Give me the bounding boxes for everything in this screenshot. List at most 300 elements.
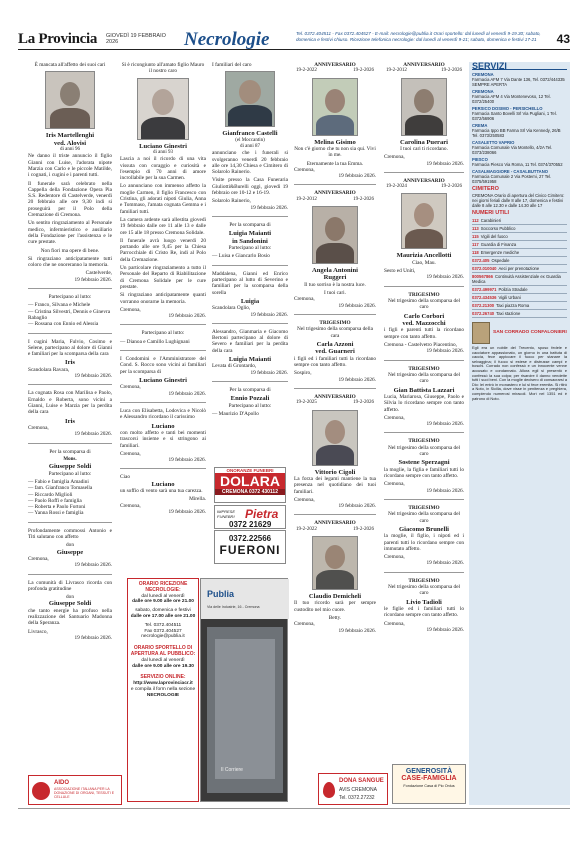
participation-header: Partecipano al lutto: <box>48 470 92 477</box>
deceased-name: Iris Martellenghi <box>45 132 95 140</box>
intro-text: Si è ricongiunto all'amato figlio Mauro il nostro caro <box>121 62 205 75</box>
obituary-text: Per la scomparsa di <box>229 221 271 228</box>
place: Cremona, <box>28 425 49 432</box>
date: 19 febbraio 2026. <box>338 503 376 510</box>
phone-entry <box>472 249 567 257</box>
trigesimo-label: TRIGESIMO <box>408 577 440 584</box>
box-text: e compila il form nella sezione <box>130 686 196 692</box>
pharmacy-entry <box>472 89 567 104</box>
deceased-name-2: ved. Alovisi <box>53 139 87 147</box>
deceased-name: Luigia <box>240 297 260 305</box>
obituary-text: La cognata Rosa con Marilisa e Paolo, Ernaldo e Roberta, sono vicini a Gianni, Luise e Marzia per la perdita della cara <box>28 390 112 416</box>
phone-entry <box>472 217 567 225</box>
memorial-text: la moglie, il figlio, i nipoti ed i parenti tutti lo ricordano sempre con immutato affetto. <box>384 533 464 552</box>
memorial-text: la moglie, la figlia e familiari tutti lo ricordano sempre con tanto affetto. <box>384 466 464 480</box>
place: Cremona, <box>120 450 141 457</box>
deceased-name: Luigia Maianti <box>228 356 272 364</box>
signature: Betty. <box>328 615 342 622</box>
phone-number: 0372.21300 <box>472 303 495 308</box>
place: Cremona, <box>28 555 49 562</box>
useful-numbers-heading: NUMERI UTILI <box>472 210 509 216</box>
saint-of-the-day <box>472 322 567 401</box>
date: 19 febbraio 2026. <box>250 204 288 211</box>
place: Castelverde, <box>85 270 112 277</box>
phone-number: 0372.010040 <box>472 266 497 271</box>
deceased-name: Claudio Demicheli <box>308 593 362 601</box>
box-heading: ORARIO SPORTELLO DI APERTURA AL PUBBLICO: <box>130 645 196 657</box>
deceased-name: Giacomo Brunelli <box>398 525 449 533</box>
date: 19 febbraio 2026. <box>74 276 112 283</box>
place: Cremona, <box>120 306 141 313</box>
phone-number: 800567866 <box>472 274 493 279</box>
anniversary-label: ANNIVERSARIO <box>403 62 445 68</box>
box-text: dal lunedì al venerdì <box>141 657 185 663</box>
box-fax: Fax 0372.404527 <box>144 628 182 634</box>
participant: — Roberta e Paolo Fortoni <box>28 504 86 511</box>
age: di anni 96 <box>60 147 80 153</box>
place: Scandolara Ravara, <box>28 366 70 373</box>
anniversary-label: ANNIVERSARIO <box>403 177 445 184</box>
date-from: 19-2-2025 <box>296 400 317 406</box>
portrait-photo <box>312 536 358 590</box>
ad-brand: AVIS CREMONA <box>339 787 377 793</box>
phone-number: 118 <box>472 250 479 255</box>
pharmacy-entry <box>472 157 567 167</box>
place: Cremona, <box>120 384 141 391</box>
obituary-text: Maddalena, Gianni ed Enrico partecipano al lutto di Severino e familiari per la scomparsa della sorella <box>212 270 288 296</box>
ad-avis <box>318 773 388 805</box>
portrait-photo <box>225 71 275 127</box>
obituary-text: La comunità di Livrasco ricorda con profonda gratitudine <box>28 579 112 592</box>
newspaper-logo: La Provincia <box>18 31 98 47</box>
saint-text: Egli era un nobile del Trecento, sposo fedele e cacciatore appassionato, un giorno in una battuta di caccia, fece appiccare il fuoco per stanare la selvaggina; il fuoco si estese e distrusse campi e boschi. Corrado non confessò e un innocente venne accusato e condannato. Allora egli si presentò e confessò la sua colpa; per risarcire il danno vendette tutti i suoi beni. Con la moglie decisero di consacrarsi a Dio: lei entrò in monastero e lui si fece eremita. Si ritirò a Noto, in Sicilia, dove visse in penitenza e preghiera, compiendo numerosi miracoli. Morì nel 1351 ed è patrono di Noto. <box>472 345 567 401</box>
obituary-text: I Condomini e l'Amministratore del Cond. S. Rocco sono vicini ai familiari per la scomparsa di <box>120 356 206 375</box>
obituary-text: Si ringraziano anticipatamente tutti coloro che ne onoreranno la memoria. <box>28 255 112 269</box>
date-to: 19-2-2026 <box>353 196 374 202</box>
box-text: NECROLOGIE <box>146 692 180 698</box>
ad-case-famiglia <box>392 764 466 804</box>
page-number: 43 <box>556 32 570 46</box>
obituary-text: Il funerale avrà luogo venerdì 20 portando alle ore 9,45 per la Chiesa Parrocchiale di Cristo Re, indi al Polo della Cremazione. <box>120 237 206 263</box>
deceased-name-2: in Sandonini <box>232 237 268 245</box>
portrait-photo <box>401 193 447 249</box>
title: don <box>66 594 74 601</box>
ad-phone: Tel. 0372.27232 <box>339 795 375 801</box>
phone-entry <box>472 294 567 302</box>
memorial-text: Nel trigesimo della scomparsa della cara <box>297 326 373 339</box>
deceased-name: Sostene Sperzagni <box>398 459 450 467</box>
phone-number: 0372.405 <box>472 258 490 263</box>
date-to: 19-2-2026 <box>353 400 374 406</box>
deceased-name: Iris <box>65 359 75 367</box>
deceased-name: Luciano Ginestri <box>139 142 187 150</box>
portrait-photo <box>312 206 358 264</box>
memorial-text: Nel trigesimo della scomparsa del caro <box>387 298 461 311</box>
phone-entry <box>472 273 567 286</box>
ad-heading: ONORANZE FUNEBRI <box>215 468 285 473</box>
portrait-photo <box>137 78 189 140</box>
column-2 <box>120 62 206 515</box>
section-title: Necrologie <box>184 29 270 50</box>
nickname: (el Moccantin) <box>235 137 265 143</box>
date: 19 febbraio 2026. <box>426 487 464 494</box>
date-from: 19-2-2012 <box>296 196 317 202</box>
trigesimo-label: TRIGESIMO <box>319 320 351 327</box>
phone-label: Soccorso Pubblico <box>480 226 516 231</box>
portrait-photo <box>45 71 95 129</box>
box-text: dalle ore 9.00 alle ore 19.30 <box>132 663 194 669</box>
participant: — fam. Gianfranco Tomasella <box>28 485 93 492</box>
date: 19 febbraio 2026. <box>426 160 464 167</box>
ad-pietra <box>214 505 286 529</box>
signature: Eternamente la tua Emma. <box>306 160 364 167</box>
box-heading: ORARIO RICEZIONE NECROLOGIE: <box>138 581 188 593</box>
deceased-name: Angela Antonini <box>312 267 358 275</box>
deceased-name: Iris <box>65 417 75 425</box>
obituary-text: Alessandro, Gianmaria e Giacomo Bertoni partecipano al dolore di Severo e familiari per la perdita della cara <box>212 328 288 354</box>
pharmacy-town: PERSICO DOSIMO - PERSICHELLO <box>472 106 543 111</box>
pharmacy-town: CREMONA <box>472 72 494 77</box>
services-sidebar <box>469 62 570 805</box>
box-link[interactable]: http://www.laprovinciacr.it <box>133 681 193 687</box>
phone-number: 117 <box>472 242 479 247</box>
trigesimo-label: TRIGESIMO <box>408 291 440 298</box>
ad-publia <box>200 578 288 802</box>
deceased-name-2: ved. Mazzocchi <box>402 320 446 328</box>
pharmacy-info: Farmacia Comunale 2 Via Postemi, 27 Tel. 0375/591958 <box>472 174 552 184</box>
anniversary-label: ANNIVERSARIO <box>314 393 356 400</box>
ad-fueroni <box>214 530 286 564</box>
age: di anni 87 <box>240 144 260 149</box>
date: 19 febbraio 2026. <box>168 508 206 515</box>
obituary-text: La camera ardente sarà allestita giovedì 19 febbraio dalle ore 11 alle 13 e dalle ore 15 alle 18 presso Cremona Solidale. <box>120 216 206 236</box>
pharmacy-info: Farmacia Piesco Via Roma, 11 Tel. 0374/370552 <box>472 162 563 167</box>
phone-entry <box>472 233 567 241</box>
pharmacy-info: Farmacia AFM 4 Via Montenevoso, 12 Tel. 0372/25400 <box>472 94 551 104</box>
date: 19 febbraio 2026. <box>426 626 464 633</box>
participation-header: Partecipano al lutto: <box>48 294 92 301</box>
signature: Mirella. <box>189 496 206 503</box>
deceased-name: Carla Azzoni <box>316 340 354 348</box>
obituary-text: Lascia a noi il ricordo di una vita vissuta con coraggio e curiosità e l'esempio di 70 anni di amore incrollabile per la sua Carmen. <box>120 156 206 182</box>
portrait-photo <box>401 78 447 136</box>
phone-label: Continuità Assistenziale ex Guardia Medica <box>472 274 561 284</box>
ad-brand: Pietra <box>245 507 279 521</box>
intro-text: È mancata all'affetto dei suoi cari <box>34 62 106 68</box>
pharmacy-entry <box>472 106 567 121</box>
date: 19 febbraio 2026. <box>250 311 288 318</box>
place: Levata di Grontardo, <box>212 363 257 370</box>
memorial-text: Il tuo ricordo sarà per sempre custodito nel mio cuore. <box>294 600 376 613</box>
necrologie-hours-box <box>127 578 199 802</box>
date-to: 19-2-2026 <box>441 68 462 74</box>
memorial-text: Il tuo sorriso è la nostra luce. <box>304 281 366 288</box>
date-to: 19-2-2026 <box>353 526 374 532</box>
pharmacy-info: Farmacia Ippo BB Farma Srl Via Kennedy, 26/B Tel. 0373/250583 <box>472 128 561 138</box>
phone-number: 0372.499971 <box>472 287 497 292</box>
greeting: Ciao <box>120 474 131 481</box>
obituary-text: annunciano che i funerali si svolgeranno venerdì 20 febbraio alle ore 14,30 Chiesa e Cimitero di Solarolo Rainerio. <box>212 150 288 176</box>
deceased-name: Gian Battista Lazzari <box>393 386 455 394</box>
participant: — Franco, Silvana e Michele <box>28 302 91 309</box>
place: Solarolo Rainerio, <box>212 198 251 205</box>
ad-dolara <box>214 467 286 503</box>
title: Mons. <box>63 456 77 462</box>
box-text: sabato, domenica e festivi <box>135 608 191 614</box>
phone-label: Taxi stazione <box>496 311 521 316</box>
box-heading: SERVIZIO ONLINE: <box>140 674 186 681</box>
phone-number: 0372.26740 <box>472 311 495 316</box>
phone-entry <box>472 302 567 310</box>
phone-number: 112 <box>472 218 479 223</box>
obituary-text: che tanto energie ha profuso nella realizzazione del Santuario Madonna della Speranza. <box>28 607 112 627</box>
box-text: dal lunedì al venerdì <box>141 593 185 599</box>
title: don <box>66 542 74 549</box>
services-title: SERVIZI <box>472 64 567 70</box>
participant: — Cristina Silvestri, Dennis e Ginevra Rabaglio <box>28 308 111 321</box>
obituary-text: Per la scomparsa di <box>229 387 271 394</box>
memorial-text: La forza dei legami mantiene la tua presenza nel quotidiano dei tuoi familiari. <box>294 475 376 495</box>
obituary-text: Un sentito ringraziamento al Personale medico, infermieristico e ausiliario della Fondazione per l'assistenza e le cure prestate. <box>28 220 112 246</box>
ad-brand: DOLARA <box>215 473 285 489</box>
phone-number: 115 <box>472 234 479 239</box>
obituary-text: Un particolare ringraziamento a tutto il Personale del Reparto di Riabilitazione di Cremona Solidale per le cure prestate. <box>120 265 206 290</box>
contact-info: Tel. 0372.404511 - Fax 0372.404527 - E-mail: necrologie@publia.it Orari sportello: dal lunedì al venerdì 9-19.30; sabato, domenica e festivi chiuso. Ricezione telefonica necrologie: dal lunedì al venerdì 9-21; sabato, domenica e festivi 17-21 <box>296 31 541 42</box>
phone-entry <box>472 225 567 233</box>
column-1 <box>28 62 112 641</box>
saint-portrait-icon <box>472 322 490 344</box>
cemetery-hours: CREMONA Orario di apertura del Civico Cimitero: nei giorni feriali dalle 8 alle 17, domenica e festivi dalle 8 alle 12.30 e dalle 14.30 alle 17 <box>472 193 565 208</box>
ad-heading: GENEROSITÀ <box>405 768 453 775</box>
pharmacy-info: Farmacia AFM 7 Via Dante 136, Tel. 0372/444335 SEMPRE APERTA <box>472 77 565 87</box>
box-email: necrologie@publia.it <box>141 634 185 640</box>
place: Livrasco, <box>28 628 48 635</box>
participant: — Rossana con Ennio ed Alessia <box>28 321 99 328</box>
place: Cremona, <box>294 296 315 303</box>
memorial-text: Nel trigesimo della scomparsa del caro <box>387 371 461 385</box>
date-from: 19-2-2022 <box>296 526 317 532</box>
place: Cremona, <box>294 496 315 503</box>
date: 19 febbraio 2026. <box>426 421 464 428</box>
phone-label: Guardia di Finanza <box>480 242 517 247</box>
anniversary-label: ANNIVERSARIO <box>314 520 356 527</box>
date: 19 febbraio 2026. <box>338 376 376 383</box>
obituary-text: Ne danno il triste annuncio il figlio Gianni con Luise, l'adorata nipote Marzia con Carlo e le piccole Matilde, i cognati, i cugini e i parenti tutti. <box>28 153 112 179</box>
pharmacy-town: CASALETTO VAPRIO <box>472 140 515 145</box>
phone-label: Ospedale <box>491 258 510 263</box>
place: Sospiro, <box>294 370 312 377</box>
ad-text: ASSOCIAZIONE ITALIANA PER LA DONAZIONE DI ORGANI, TESSUTI E CELLULE <box>54 787 115 800</box>
date-to: 19-2-2026 <box>353 68 374 74</box>
ad-caption: Il Corriere <box>221 767 243 773</box>
ad-text: Fondazione Casa di Pio Onlus <box>403 784 455 788</box>
column-3 <box>212 62 288 417</box>
phone-label: Polizia Stradale <box>498 287 528 292</box>
portrait-photo <box>312 78 358 136</box>
column-4 <box>294 62 376 634</box>
obituary-text: un soffio di vento sarà una tua carezza. <box>120 488 203 495</box>
pharmacy-entry <box>472 140 567 155</box>
date: 19 febbraio 2026. <box>168 457 206 464</box>
ad-heading: IMPRESE FUNEBRI <box>217 509 236 519</box>
anniversary-label: ANNIVERSARIO <box>314 62 356 68</box>
date: 19 febbraio 2026. <box>74 373 112 380</box>
deceased-name: Luciano Ginestri <box>139 376 187 384</box>
deceased-name: Giuseppe Soldi <box>48 463 92 471</box>
obituary-text: Profondamente commossi Antonio e Titi salutano con affetto <box>28 527 112 540</box>
date: 19 febbraio 2026. <box>168 390 206 397</box>
deceased-name: Luciano <box>151 422 175 430</box>
issue-date: GIOVEDÌ 19 FEBBRAIO 2026 <box>106 33 166 45</box>
portrait-photo <box>312 410 358 466</box>
obituary-text: Non fiori ma opere di bene. <box>40 247 100 254</box>
phone-entry <box>472 310 567 318</box>
place: Cremona, <box>384 154 405 161</box>
phone-entry <box>472 257 567 265</box>
phone-label: Vigili Urbani <box>498 295 521 300</box>
pharmacy-town: PIESCO <box>472 157 488 162</box>
deceased-name: Ennio Pozzali <box>230 395 270 403</box>
ad-aido <box>28 775 122 805</box>
intro-text: I familiari del caro <box>212 62 252 68</box>
ad-phone: 0372.22566 <box>228 534 272 543</box>
deceased-name: Gianfranco Castelli <box>222 130 278 138</box>
deceased-name-2: Ruggeri <box>323 274 347 282</box>
date: 19 febbraio 2026. <box>338 173 376 180</box>
pharmacy-entry <box>472 169 567 184</box>
saint-name: SAN CORRADO CONFALONIERI <box>493 329 567 335</box>
obituary-text: Il funerale sarà celebrato nella Cappella della Fondazione Opera Pia S.S. Redentore di Castelverde, venerdì 20 febbraio alle ore 9,30 indi si proseguirà per il Polo della Cremazione di Cremona. <box>28 180 112 219</box>
participant: — Paolo Roffi e famiglia <box>28 497 82 504</box>
memorial-text: Nel trigesimo della scomparsa del caro <box>387 584 461 597</box>
pharmacy-town: CREMONA <box>472 89 494 94</box>
ad-brand: FUERONI <box>219 543 281 557</box>
pharmacy-info: Farmacia Santo Bovelli Srl Via Pugliani, 1 Tel. 0372/56906 <box>472 111 557 121</box>
date-to: 19-2-2026 <box>441 184 462 190</box>
participation-header: Partecipano al lutto: <box>141 330 185 337</box>
signature: Sesto ed Uniti, <box>384 268 416 275</box>
ad-brand: AIDO <box>54 780 69 786</box>
ad-phone: CREMONA 0372 430112 <box>215 489 285 495</box>
memorial-text: Lucia, Mariarosa, Giuseppe, Paolo e Silvia lo ricordano sempre con tanto affetto. <box>384 393 464 413</box>
place: Cremona, <box>384 414 405 421</box>
pharmacy-town: CREMA <box>472 123 488 128</box>
anniversary-label: ANNIVERSARIO <box>314 190 356 197</box>
bottom-rule <box>18 808 570 809</box>
ad-phone: 0372 21629 <box>229 520 272 529</box>
memorial-text: i figli e parenti tutti la ricordano sempre con tanto affetto. <box>384 327 464 340</box>
participation-header: Partecipano al lutto: <box>228 245 272 252</box>
participant: — Fabio e famiglia Amadini <box>28 478 89 485</box>
phone-label: Vigili del fuoco <box>480 234 508 239</box>
page-header <box>18 28 570 50</box>
box-text: dalle ore 9.00 alle ore 21.00 <box>132 599 194 605</box>
deceased-name: Giuseppe <box>56 548 84 556</box>
deceased-name: Melina Gisimo <box>314 138 356 146</box>
date: 19 febbraio 2026. <box>74 431 112 438</box>
participant: — Dianoa e Camillo Lughignani <box>120 338 190 345</box>
box-text: dalle ore 17.00 alle ore 21.00 <box>130 613 196 619</box>
phone-label: Aeci per prenotazione <box>498 266 540 271</box>
age: di anni 93 <box>153 150 173 155</box>
date: 19 febbraio 2026. <box>338 627 376 634</box>
obituary-text: Si ringraziano anticipatamente quanti vorranno onorarne la memoria. <box>120 292 206 305</box>
date-from: 19-2-2022 <box>296 68 317 74</box>
ad-heading: DONA SANGUE <box>339 778 384 784</box>
date: 19 febbraio 2026. <box>426 348 464 355</box>
date: 19 febbraio 2026. <box>338 302 376 309</box>
obituary-text: Luca con Elisabetta, Lodovica e Nicolò e Alessandro ricordano il carissimo <box>120 407 206 421</box>
participant: — Yanna Rossi e famiglia <box>28 510 84 517</box>
phone-entry <box>472 286 567 294</box>
memorial-text: Non c'è giorno che tu non sia qui. Vivi in me. <box>294 146 376 159</box>
deceased-name: Giuseppe Soldi <box>48 600 92 608</box>
participant: — Riccardo Miglioli <box>28 491 73 498</box>
deceased-name: Maurizia Ancellotti <box>396 252 452 260</box>
place: Scandolara Oglio, <box>212 305 251 312</box>
date: 19 febbraio 2026. <box>74 635 112 642</box>
pharmacy-entry <box>472 123 567 138</box>
memorial-text: i figli ed i familiari tutti la ricordano sempre con tanto affetto. <box>294 355 376 369</box>
place: Cremona, <box>384 620 405 627</box>
date-from: 19-2-2012 <box>386 68 407 74</box>
pharmacy-info: Farmacia Comunale Via Montello, 4/2A Tel. 0373/238066 <box>472 145 553 155</box>
date: 19 febbraio 2026. <box>74 562 112 569</box>
signature: I tuoi cari. <box>324 290 346 297</box>
trigesimo-label: TRIGESIMO <box>408 365 440 372</box>
phone-number: 113 <box>472 226 479 231</box>
ad-brand: Publia <box>207 589 235 599</box>
date: 19 febbraio 2026. <box>250 369 288 376</box>
participant: — Maurizio D'Apollo <box>212 411 259 418</box>
obituary-text: Per la scomparsa di <box>49 448 91 455</box>
deceased-name: Carolina Puerari <box>399 138 449 146</box>
blood-drop-icon <box>323 782 335 798</box>
pharmacy-entry <box>472 72 567 87</box>
deceased-name: Livio Tadioli <box>406 598 442 606</box>
obituary-text: con molto affetto e tanti bei momenti trascorsi insieme e si stringono ai familiari. <box>120 429 206 449</box>
phone-entry <box>472 241 567 249</box>
date: 19 febbraio 2026. <box>426 274 464 281</box>
date: 19 febbraio 2026. <box>168 313 206 320</box>
place: Cremona, <box>384 554 405 561</box>
phone-label: Emergenze mediche <box>480 250 520 255</box>
obituary-text: Visite presso la Casa Funeraria Giuliotti&Burelli oggi, giovedì 19 febbraio ore 10-12 e 16-19. <box>212 177 288 197</box>
phone-entry <box>472 265 567 273</box>
heart-icon <box>32 782 50 800</box>
participant: — Luisa e Giancarlo Bosio <box>212 253 270 260</box>
date-from: 19-2-2024 <box>386 184 407 190</box>
deceased-name: Luigia Maianti <box>228 230 272 238</box>
place: Cremona, <box>120 502 141 509</box>
memorial-text: Nel trigesimo della scomparsa del caro <box>387 444 461 458</box>
participation-header: Partecipano al lutto: <box>228 402 272 409</box>
box-phone: Tel. 0372.404511 <box>144 622 182 628</box>
deceased-name: Carlo Corbori <box>403 312 445 320</box>
obituary-text: I cugini Maria, Fulvio, Cosimo e Selene, partecipano al dolore di Gianni e familiari per la scomparsa della cara <box>28 338 112 358</box>
pharmacy-town: CASALMAGGIORE - CASALBUTTANO <box>472 169 548 174</box>
place: Cremona, <box>294 621 315 628</box>
trigesimo-label: TRIGESIMO <box>408 504 440 511</box>
memorial-text: Nel trigesimo della scomparsa del caro <box>387 511 461 524</box>
ad-address: Via delle Industrie, 16 - Cremona <box>207 605 260 609</box>
place: Cremona - Castelvetro Piacentino, <box>384 342 457 349</box>
place: Cremona, <box>384 481 405 488</box>
phone-number: 0372.434536 <box>472 295 497 300</box>
date: 19 febbraio 2026. <box>426 560 464 567</box>
deceased-name-2: ved. Guarneri <box>315 348 355 356</box>
memorial-text: I tuoi cari ti ricordano. <box>400 146 448 152</box>
